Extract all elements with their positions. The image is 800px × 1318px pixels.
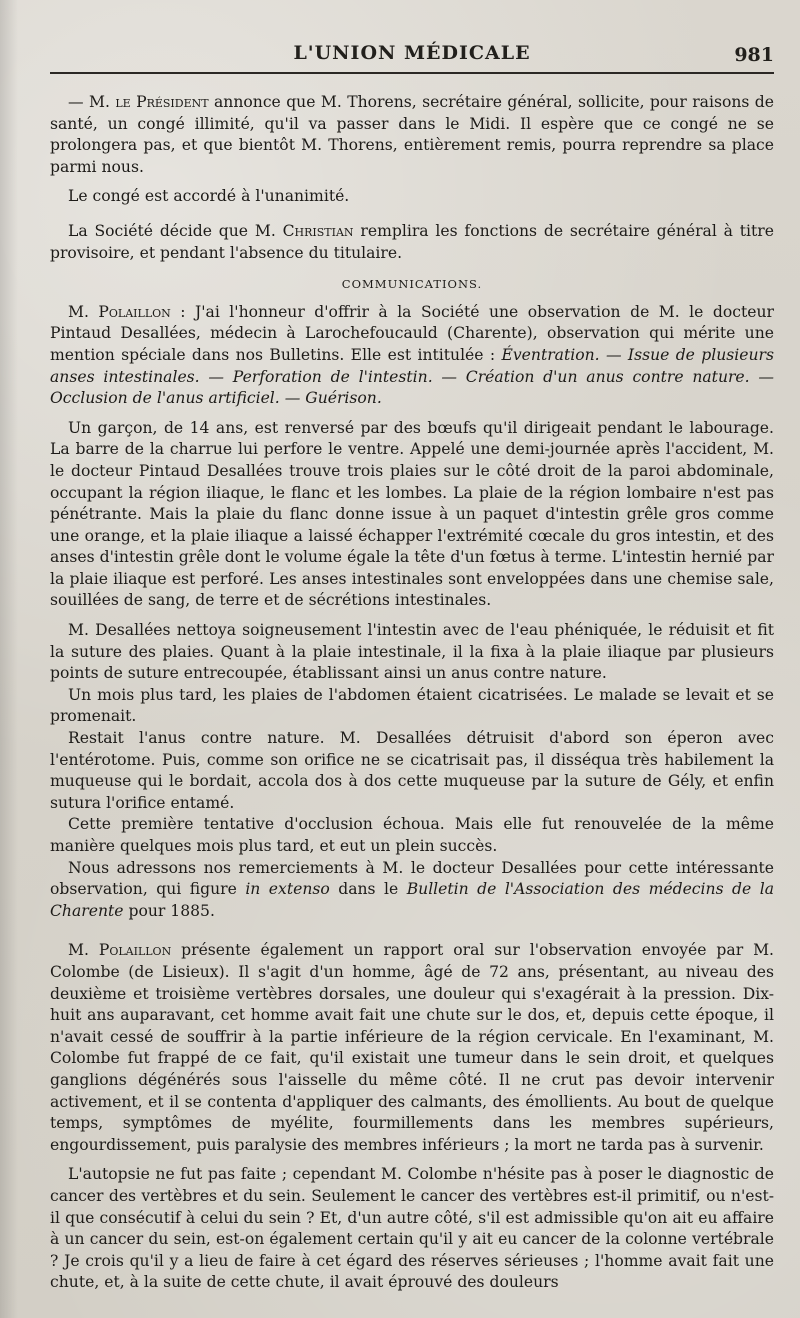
- observation-title: Éventration. — Issue de plusieurs anses intestinales. — Perforation de l'intestin. — Création d'un anus contre nature. — Occlusion de l'anus artificiel. — Guérison.: [50, 345, 774, 408]
- paragraph-text: L'autopsie ne fut pas faite ; cependant M. Colombe n'hésite pas à poser le diagnostic de cancer des vertèbres et du sein. Seulement le cancer des vertèbres est-il primitif, ou n'est-il que consécutif à celui du sein ? Et, d'un autre côté, s'il est admissible qu'on ait eu affaire à un cancer du sein, est-on également certain qu'il y ait eu cancer de la colonne vertébrale ? Je crois qu'il y a lieu de faire à cet égard des réserves sérieuses ; l'homme avait fait une chute, et, à la suite de cette chute, il avait éprouvé des douleurs: [50, 1165, 774, 1292]
- paragraph-text: M. Desallées nettoya soigneusement l'intestin avec de l'eau phéniquée, le réduisit et fit la suture des plaies. Quant à la plaie intestinale, il la fixa à la plaie iliaque par plusieurs points de suture entrecoupée, établissant ainsi un anus contre nature.: [50, 621, 774, 683]
- paragraph-text-post: pour 1885.: [123, 901, 215, 920]
- body-text: [50, 92, 774, 1294]
- running-header: [50, 36, 774, 74]
- paragraph-text: Restait l'anus contre nature. M. Desallées détruisit d'abord son éperon avec l'entérotome. Puis, comme son orifice ne se cicatrisait pas, il disséqua très habilement la muqueuse qui le bordait, accola dos à dos cette muqueuse par la suture de Gély, et enfin sutura l'orifice entamé.: [50, 729, 774, 812]
- speaker-name: M. Polaillon: [68, 941, 172, 960]
- paragraph-text: annonce que M. Thorens, secrétaire général, sollicite, pour raisons de santé, un congé illimité, qu'il va passer dans le Midi. Il espère que ce congé ne se prolongera pas, et que bientôt M. Thorens, entièrement remis, pourra reprendre sa place parmi nous.: [50, 93, 775, 176]
- paragraph-conge: [50, 186, 774, 208]
- paragraph-polaillon-1: [50, 302, 774, 410]
- speaker-name: — M. le Président: [68, 93, 209, 111]
- bulletin-title: Bulletin de l'Association des médecins de la Charente: [50, 880, 774, 920]
- paragraph-text: : J'ai l'honneur d'offrir à la Société une observation de M. le docteur Pintaud Desallées, médecin à Larochefoucauld (Charente), observation qui mérite une mention spéciale dans nos Bulletins. Elle est intitulée :: [50, 302, 774, 364]
- paragraph-anus: [50, 728, 774, 814]
- paragraph-autopsy: [50, 1164, 774, 1294]
- section-heading: COMMUNICATIONS.: [341, 277, 483, 292]
- paragraph-text-mid: dans le: [329, 880, 407, 899]
- paragraph-president: [50, 92, 774, 178]
- paragraph-month-later: [50, 685, 774, 728]
- paragraph-treatment: [50, 620, 774, 685]
- paragraph-case: [50, 418, 774, 612]
- paragraph-text: Le congé est accordé à l'unanimité.: [68, 187, 350, 206]
- paragraph-christian: [50, 221, 774, 264]
- paragraph-text-post: remplira les fonctions de secrétaire général à titre provisoire, et pendant l'absence du titulaire.: [50, 221, 774, 262]
- page-number: 981: [734, 44, 774, 66]
- paragraph-text-pre: La Société décide que M.: [68, 221, 283, 240]
- paragraph-text: Cette première tentative d'occlusion échoua. Mais elle fut renouvelée de la même manière quelques mois plus tard, et eut un plein succès.: [50, 815, 774, 855]
- paragraph-first-attempt: [50, 814, 774, 857]
- paragraph-text: Un mois plus tard, les plaies de l'abdomen étaient cicatrisées. Le malade se levait et se promenait.: [50, 685, 774, 726]
- speaker-name: M. Polaillon: [68, 302, 171, 321]
- paragraph-text-pre: Nous adressons nos remerciements à M. le docteur Desallées pour cette intéressante observation, qui figure: [50, 858, 774, 899]
- journal-title: L'UNION MÉDICALE: [293, 42, 531, 64]
- person-name: Christian: [282, 221, 354, 240]
- paragraph-text: Un garçon, de 14 ans, est renversé par des bœufs qu'il dirigeait pendant le labourage. La barre de la charrue lui perfore le ventre. Appelé une demi-journée après l'accident, M. le docteur Pintaud Desallées trouve trois plaies sur le côté droit de la paroi abdominale, occupant la région iliaque, le flanc et les lombes. La plaie de la région lombaire n'est pas pénétrante. Mais la plaie du flanc donne issue à un paquet d'intestin grêle gros comme une orange, et la plaie iliaque a laissé échapper l'extrémité cœcale du gros intestin, et des anses d'intestin grêle dont le volume égale la tête d'un fœtus à terme. L'intestin hernié par la plaie iliaque est perforé. Les anses intestinales sont enveloppées dans une chemise sale, souillées de sang, de terre et de sécrétions intestinales.: [50, 418, 774, 610]
- page-gutter-shadow: [0, 0, 18, 1318]
- latin-phrase: in extenso: [245, 880, 330, 899]
- paragraph-polaillon-2: [50, 940, 774, 1156]
- paragraph-thanks: [50, 858, 774, 923]
- paragraph-text: présente également un rapport oral sur l'observation envoyée par M. Colombe (de Lisieux). Il s'agit d'un homme, âgé de 72 ans, présentant, au niveau des deuxième et troisième vertèbres dorsales, une douleur qui s'exagérait à la pression. Dix-huit ans auparavant, cet homme avait fait une chute sur le dos, et, depuis cette époque, il n'avait cessé de souffrir à la partie inférieure de la région cervicale. En l'examinant, M. Colombe fut frappé de ce fait, qu'il existait une tumeur dans le sein droit, et quelques ganglions dégénérés sous l'aisselle du même côté. Il ne crut pas devoir intervenir activement, et il se contenta d'appliquer des calmants, des émollients. Au bout de quelque temps, symptômes de myélite, fourmillements dans les membres supérieurs, engourdissement, puis paralysie des membres inférieurs ; la mort ne tarda pas à survenir.: [50, 941, 774, 1154]
